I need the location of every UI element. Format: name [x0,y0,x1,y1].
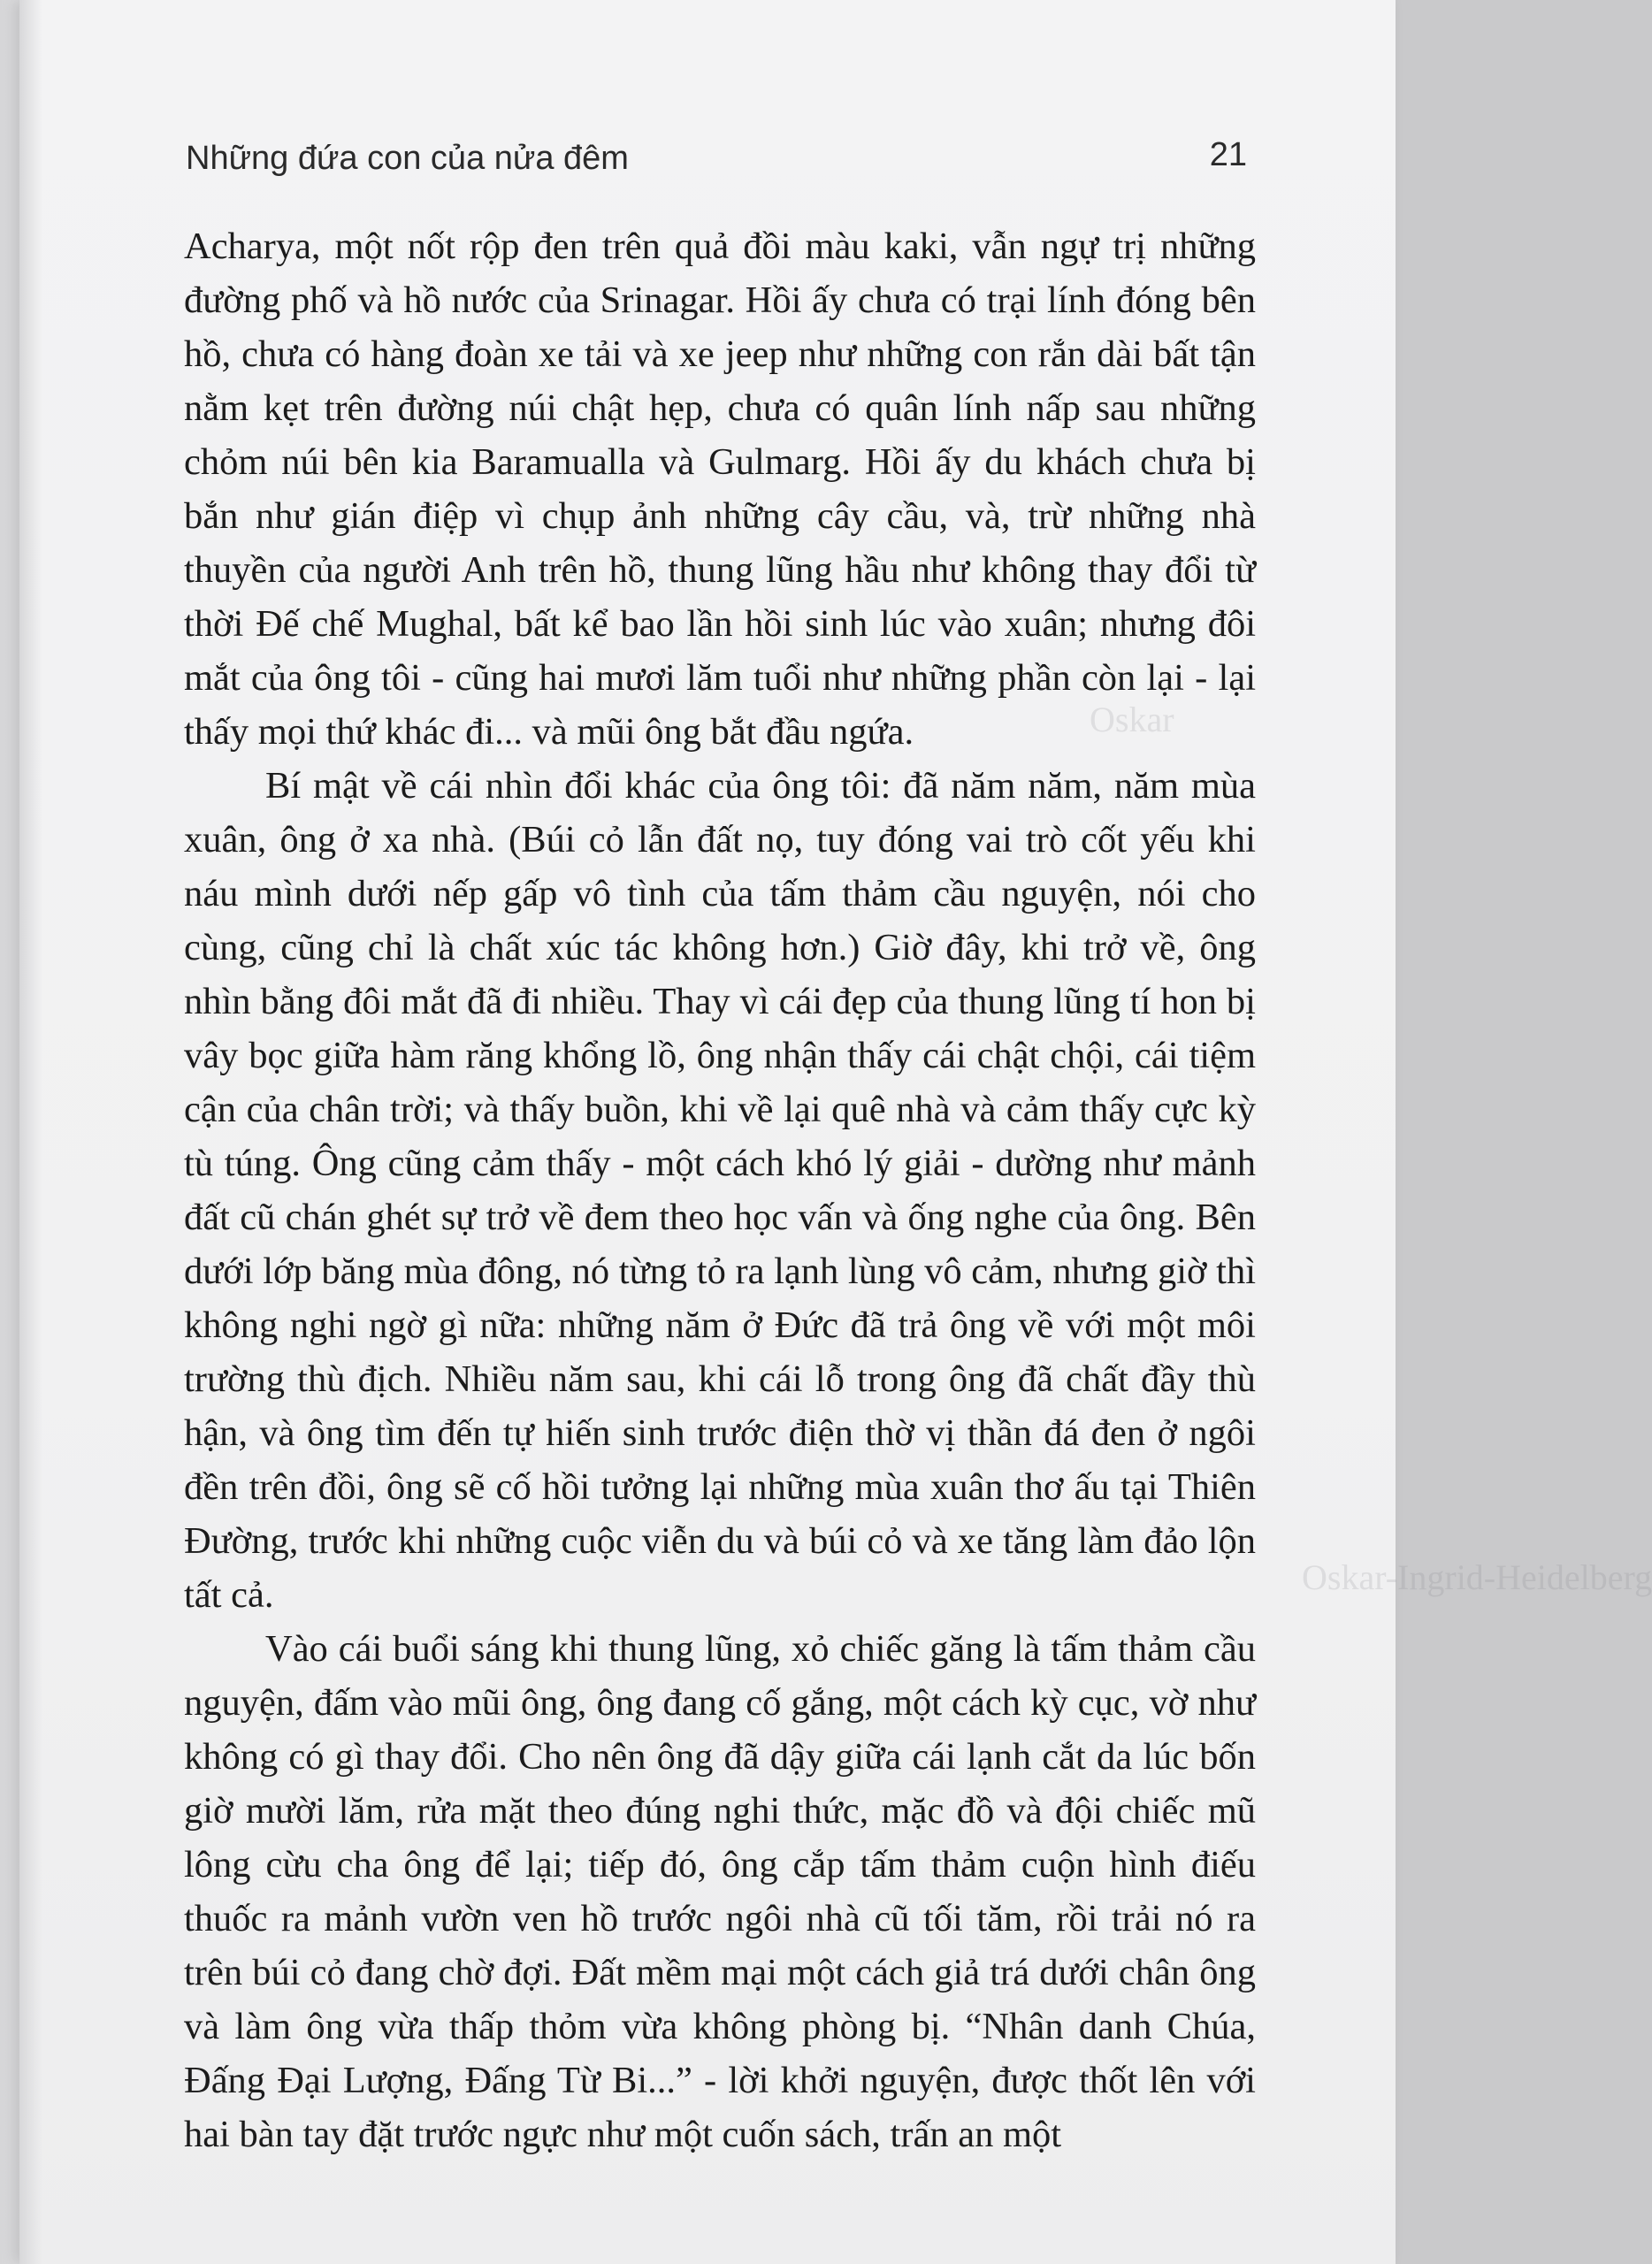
paragraph: Vào cái buổi sáng khi thung lũng, xỏ chiếc găng là tấm thảm cầu nguyện, đấm vào mũi ông, ông đang cố gắng, một cách kỳ cục, vờ như không có gì thay đổi. Cho nên ông đã dậy giữa cái lạnh cắt da lúc bốn giờ mười lăm, rửa mặt theo đúng nghi thức, mặc đồ và đội chiếc mũ lông cừu cha ông để lại; tiếp đó, ông cắp tấm thảm cuộn hình điếu thuốc ra mảnh vườn ven hồ trước ngôi nhà cũ tối tăm, rồi trải nó ra trên búi cỏ đang chờ đợi. Đất mềm mại một cách giả trá dưới chân ông và làm ông vừa thấp thỏm vừa không phòng bị. “Nhân danh Chúa, Đấng Đại Lượng, Đấng Từ Bi...” - lời khởi nguyện, được thốt lên với hai bàn tay đặt trước ngực như một cuốn sách, trấn an một [184,1628,1256,2155]
paragraph: Acharya, một nốt rộp đen trên quả đồi màu kaki, vẫn ngự trị những đường phố và hồ nước của Srinagar. Hồi ấy chưa có trại lính đóng bên hồ, chưa có hàng đoàn xe tải và xe jeep như những con rắn dài bất tận nằm kẹt trên đường núi chật hẹp, chưa có quân lính nấp sau những chỏm núi bên kia Baramualla và Gulmarg. Hồi ấy du khách chưa bị bắn như gián điệp vì chụp ảnh những cây cầu, và, trừ những nhà thuyền của người Anh trên hồ, thung lũng hầu như không thay đổi từ thời Đế chế Mughal, bất kể bao lần hồi sinh lúc vào xuân; nhưng đôi mắt của ông tôi - cũng hai mươi lăm tuổi như những phần còn lại - lại thấy mọi thứ khác đi... và mũi ông bắt đầu ngứa. [184,226,1256,753]
page-gutter-shadow [19,0,42,2264]
show-through-text: Oskar-Ingrid-Heidelberg [1302,1557,1652,1597]
running-header [186,133,1247,186]
book-page [19,0,1652,2264]
running-title: Những đứa con của nửa đêm [186,140,629,177]
body-text [184,219,1256,2161]
page-number: 21 [1209,136,1247,173]
show-through-text: Oskar [1090,700,1174,739]
paragraph: Bí mật về cái nhìn đổi khác của ông tôi: đã năm năm, năm mùa xuân, ông ở xa nhà. (Búi cỏ lẫn đất nọ, tuy đóng vai trò cốt yếu khi náu mình dưới nếp gấp vô tình của tấm thảm cầu nguyện, nói cho cùng, cũng chỉ là chất xúc tác không hơn.) Giờ đây, khi trở về, ông nhìn bằng đôi mắt đã đi nhiều. Thay vì cái đẹp của thung lũng tí hon bị vây bọc giữa hàm răng khổng lồ, ông nhận thấy cái chật chội, cái tiệm cận của chân trời; và thấy buồn, khi về lại quê nhà và cảm thấy cực kỳ tù túng. Ông cũng cảm thấy - một cách khó lý giải - dường như mảnh đất cũ chán ghét sự trở về đem theo học vấn và ống nghe của ông. Bên dưới lớp băng mùa đông, nó từng tỏ ra lạnh lùng vô cảm, nhưng giờ thì không nghi ngờ gì nữa: những năm ở Đức đã trả ông về với một môi trường thù địch. Nhiều năm sau, khi cái lỗ trong ông đã chất đầy thù hận, và ông tìm đến tự hiến sinh trước điện thờ vị thần đá đen ở ngôi đền trên đồi, ông sẽ cố hồi tưởng lại những mùa xuân thơ ấu tại Thiên Đường, trước khi những cuộc viễn du và búi cỏ và xe tăng làm đảo lộn tất cả. [184,765,1256,1616]
